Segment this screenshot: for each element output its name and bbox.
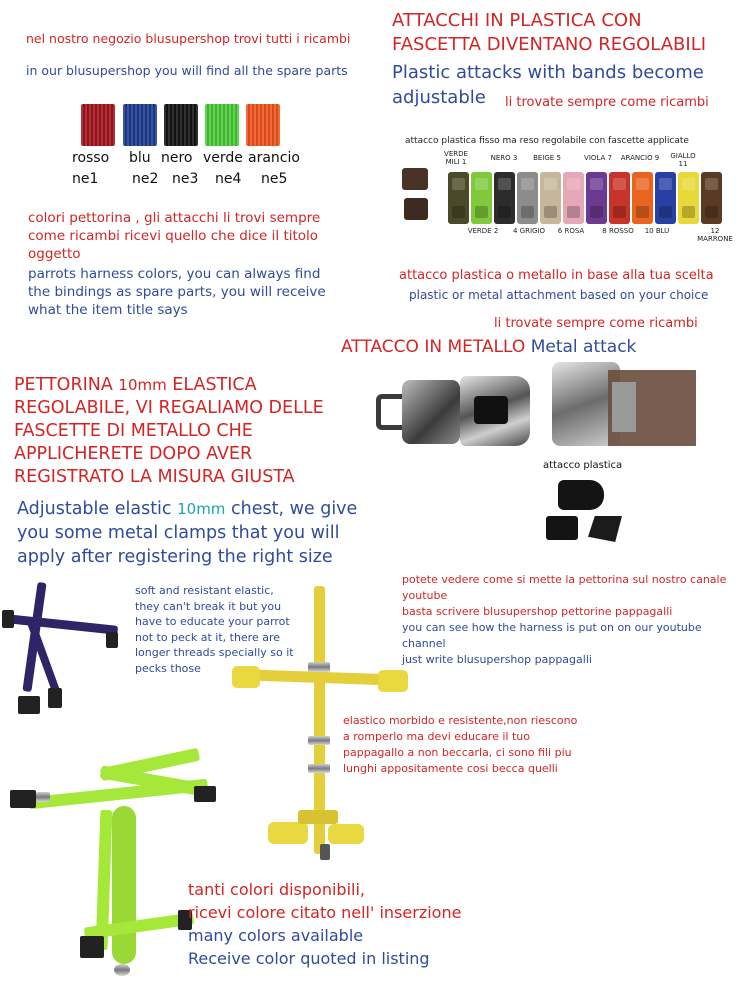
soft-elastic-en-line: not to peck at it, there are bbox=[135, 630, 281, 644]
soft-elastic-it-line: lunghi appositamente cosi becca quelli bbox=[343, 762, 558, 775]
purple-harness-image bbox=[0, 578, 130, 728]
colors-footer-en-line: many colors available bbox=[188, 926, 364, 945]
youtube-info-en-line: channel bbox=[402, 637, 446, 650]
soft-elastic-it bbox=[343, 713, 577, 777]
label-beige: BEIGE 5 bbox=[533, 154, 561, 162]
colors-footer-en-line: Receive color quoted in listing bbox=[188, 949, 430, 968]
intro-text-en: in our blusupershop you will find all the spare parts bbox=[26, 63, 348, 78]
label-marrone: 12 MARRONE bbox=[697, 227, 733, 243]
plastic-title-en-line: adjustable bbox=[392, 87, 486, 108]
harness-colors-it-line: oggetto bbox=[28, 246, 81, 262]
colors-footer bbox=[188, 878, 461, 970]
buckle-verde bbox=[471, 172, 492, 224]
harness-colors-it-line: colori pettorina , gli attacchi li trovi sempre bbox=[28, 210, 321, 226]
plastic-caption: attacco plastica fisso ma reso regolabile con fascette applicate bbox=[405, 136, 689, 146]
label-nero: NERO 3 bbox=[490, 154, 518, 162]
soft-elastic-en-line: longer threads specially so it bbox=[135, 646, 294, 659]
label-verde: VERDE 2 bbox=[467, 227, 499, 235]
label-rosso: 8 ROSSO bbox=[602, 227, 634, 235]
buckle-rosa bbox=[563, 172, 584, 224]
buckle-marrone bbox=[701, 172, 722, 224]
swatch-blu bbox=[123, 104, 157, 146]
swatch-code-ne3: ne3 bbox=[172, 171, 199, 187]
elastic-title-en-line: you some metal clamps that you will bbox=[17, 523, 340, 543]
label-grigio: 4 GRIGIO bbox=[512, 227, 546, 235]
plastic-attach-label: attacco plastica bbox=[543, 460, 623, 471]
harness-colors-en-line: what the item title says bbox=[28, 302, 188, 318]
metal-title bbox=[341, 337, 636, 357]
soft-elastic-en-line: soft and resistant elastic, bbox=[135, 584, 274, 597]
plastic-title-en-line: Plastic attacks with bands become bbox=[392, 62, 704, 83]
swatch-code-ne5: ne5 bbox=[261, 171, 288, 187]
swatch-arancio bbox=[246, 104, 280, 146]
soft-elastic-it-line: pappagallo a non beccarla, ci sono fili piu bbox=[343, 746, 572, 759]
buckle-beige bbox=[540, 172, 561, 224]
plastic-title-line: FASCETTA DIVENTANO REGOLABILI bbox=[392, 34, 707, 55]
black-plastic-buckle-image bbox=[540, 480, 624, 564]
intro-text-it: nel nostro negozio blusupershop trovi tutti i ricambi bbox=[26, 31, 351, 46]
label-arancio: ARANCIO 9 bbox=[620, 154, 660, 162]
youtube-info-en-line: you can see how the harness is put on on our youtube bbox=[402, 621, 702, 634]
elastic-title-en-word: chest, we give bbox=[225, 499, 358, 519]
harness-colors-it-line: come ricambi ricevi quello che dice il titolo bbox=[28, 228, 319, 244]
swatch-name-arancio: arancio bbox=[248, 150, 300, 166]
label-blu: 10 BLU bbox=[644, 227, 670, 235]
choice-text-it: attacco plastica o metallo in base alla tua scelta bbox=[399, 268, 714, 283]
elastic-title-it-line: APPLICHERETE DOPO AVER bbox=[14, 444, 253, 464]
buckle-rosso bbox=[609, 172, 630, 224]
harness-colors-en bbox=[28, 265, 326, 319]
buckle-grigio bbox=[517, 172, 538, 224]
metal-title-en: Metal attack bbox=[530, 337, 637, 357]
elastic-title-it-word: ELASTICA bbox=[166, 375, 257, 395]
swatch-code-ne4: ne4 bbox=[215, 171, 242, 187]
youtube-info-it-line: youtube bbox=[402, 589, 448, 602]
swatch-name-nero: nero bbox=[161, 150, 193, 166]
choice-text-en: plastic or metal attachment based on your choice bbox=[409, 288, 709, 302]
swatch-rosso bbox=[81, 104, 115, 146]
swatch-name-blu: blu bbox=[129, 150, 151, 166]
soft-elastic-en-line: pecks those bbox=[135, 661, 201, 675]
soft-elastic-en-line: have to educate your parrot bbox=[135, 615, 290, 628]
plastic-buckle-brown-male bbox=[402, 168, 428, 190]
buckle-arancio bbox=[632, 172, 653, 224]
soft-elastic-it-line: elastico morbido e resistente,non riescono bbox=[343, 714, 578, 727]
colors-footer-it-line: tanti colori disponibili, bbox=[188, 880, 365, 899]
elastic-title-it bbox=[14, 374, 324, 489]
swatch-verde bbox=[205, 104, 239, 146]
label-viola: VIOLA 7 bbox=[584, 154, 612, 162]
elastic-title-it-line: REGOLABILE, VI REGALIAMO DELLE bbox=[14, 398, 324, 418]
youtube-info-en-line: just write blusupershop pappagalli bbox=[402, 653, 592, 666]
buckle-giallo bbox=[678, 172, 699, 224]
elastic-size-en: 10mm bbox=[177, 500, 226, 518]
swatch-nero bbox=[164, 104, 198, 146]
youtube-info-it-line: potete vedere come si mette la pettorina sul nostro canale bbox=[402, 573, 727, 586]
buckle-nero bbox=[494, 172, 515, 224]
plastic-title bbox=[392, 9, 706, 57]
swatch-name-rosso: rosso bbox=[72, 150, 110, 166]
metal-buckle-strap-image bbox=[552, 362, 696, 452]
swatch-name-verde: verde bbox=[203, 150, 243, 166]
elastic-title-en-word: Adjustable elastic bbox=[17, 499, 178, 519]
elastic-title-it-word: PETTORINA bbox=[14, 375, 119, 395]
soft-elastic-en-line: they can't break it but you bbox=[135, 599, 282, 613]
plastic-buckle-brown-female bbox=[404, 198, 428, 220]
elastic-title-it-line: REGISTRATO LA MISURA GIUSTA bbox=[14, 467, 295, 487]
harness-colors-en-line: parrots harness colors, you can always find bbox=[28, 266, 321, 282]
swatch-code-ne2: ne2 bbox=[132, 171, 159, 187]
label-verde-mili: VERDE MILI 1 bbox=[444, 150, 468, 166]
label-rosa: 6 ROSA bbox=[557, 227, 585, 235]
colors-footer-it-line: ricevi colore citato nell' inserzione bbox=[188, 903, 462, 922]
youtube-info-it-line: basta scrivere blusupershop pettorine pappagalli bbox=[402, 605, 673, 618]
metal-buckle-image bbox=[376, 372, 536, 452]
plastic-title-line: ATTACCHI IN PLASTICA CON bbox=[392, 10, 642, 31]
plastic-spare-note: li trovate sempre come ricambi bbox=[505, 95, 709, 110]
metal-spare-note: li trovate sempre come ricambi bbox=[494, 316, 698, 331]
elastic-size-it: 10mm bbox=[118, 376, 167, 394]
buckle-viola bbox=[586, 172, 607, 224]
youtube-info bbox=[402, 572, 726, 668]
elastic-title-en bbox=[17, 497, 357, 569]
soft-elastic-it-line: a romperlo ma devi educare il tuo bbox=[343, 730, 530, 743]
elastic-title-it-line: FASCETTE DI METALLO CHE bbox=[14, 421, 253, 441]
buckle-blu bbox=[655, 172, 676, 224]
elastic-title-en-line: apply after registering the right size bbox=[17, 547, 333, 567]
swatch-code-ne1: ne1 bbox=[72, 171, 99, 187]
buckle-verde-mili bbox=[448, 172, 469, 224]
label-giallo: GIALLO 11 bbox=[670, 152, 696, 168]
metal-title-it: ATTACCO IN METALLO bbox=[341, 337, 526, 357]
harness-colors-en-line: the bindings as spare parts, you will receive bbox=[28, 284, 326, 300]
harness-colors-it bbox=[28, 209, 320, 263]
